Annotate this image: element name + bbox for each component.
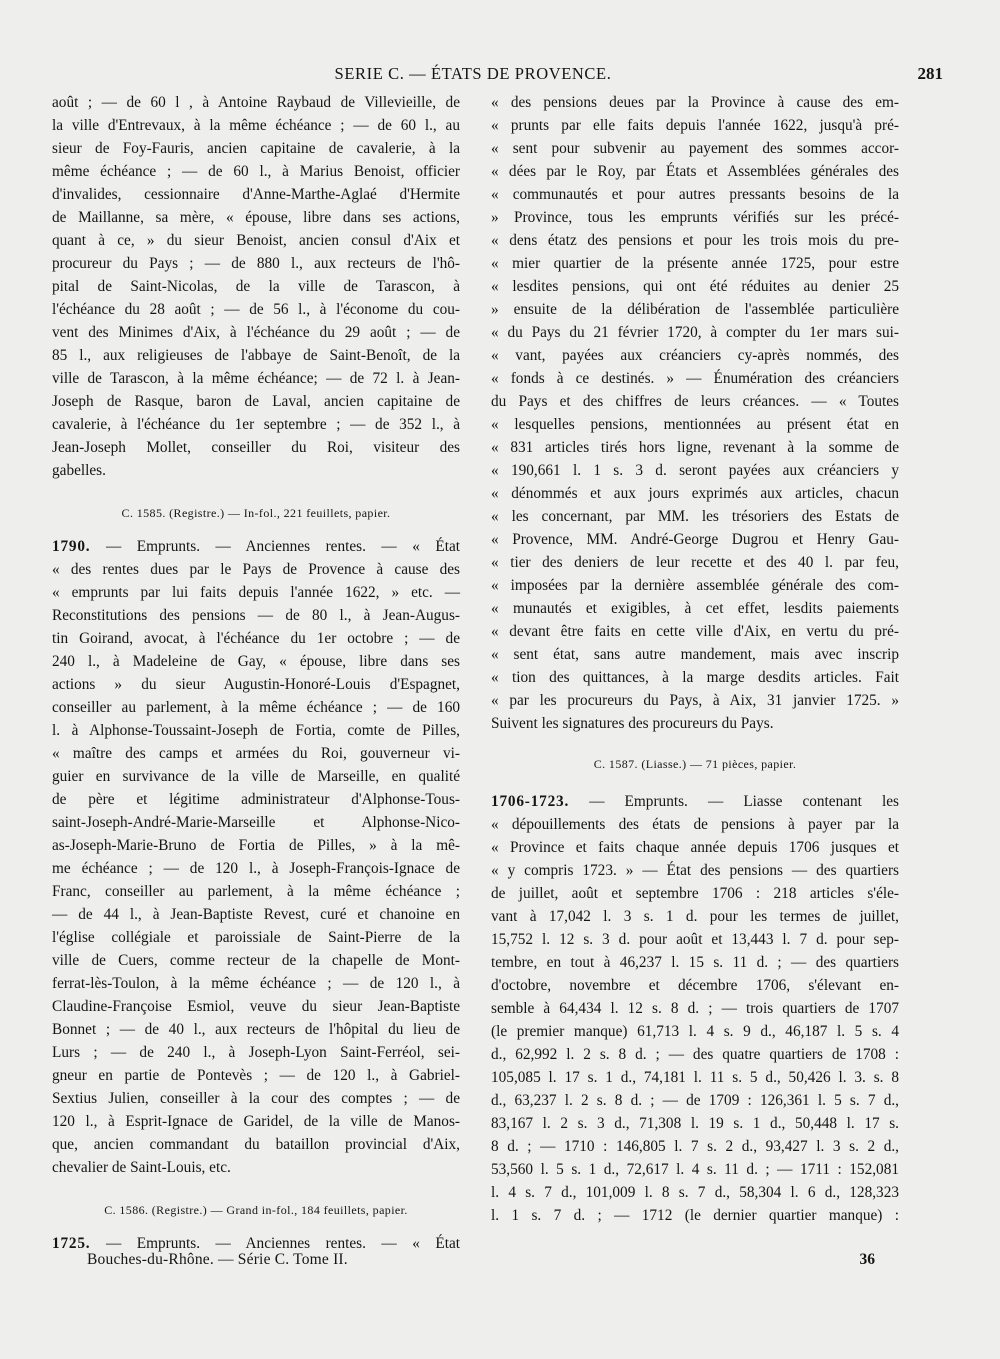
text-line: Lurs ; — de 240 l., à Joseph-Lyon Saint-Ferréol, sei- <box>52 1044 460 1061</box>
text-line: conseiller au parlement, à la même échéance ; — de 160 <box>52 699 460 716</box>
text-line: Claudine-Françoise Esmiol, veuve du sieur Jean-Baptiste <box>52 998 460 1015</box>
text-line: la ville d'Entrevaux, à la même échéance ; — de 60 l., au <box>52 117 460 134</box>
page-number: 281 <box>917 64 943 83</box>
text-line: Reconstitutions des pensions — de 80 l., à Jean-Augus- <box>52 607 460 624</box>
text-line: vant à 17,042 l. 3 s. 1 d. pour les termes de juillet, <box>491 908 899 925</box>
text-line: ferrat-lès-Toulon, à la même échéance ; — de 120 l., à <box>52 975 460 992</box>
text-line: Franc, conseiller au parlement, à la même échéance ; <box>52 883 460 900</box>
text-line: « des pensions deues par la Province à cause des em- <box>491 94 899 111</box>
text-line: « communautés et pour autres pressants besoins de la <box>491 186 899 203</box>
text-line: ville de Tarascon, à la même échéance; — de 72 l. à Jean- <box>52 370 460 387</box>
text-line: « par les procureurs du Pays, à Aix, 31 janvier 1725. » <box>491 692 899 709</box>
text-line: l'échéance du 28 août ; — de 56 l., à l'économe du cou- <box>52 301 460 318</box>
text-line: l. 4 s. 7 d., 101,009 l. 8 s. 7 d., 58,304 l. 6 d., 128,323 <box>491 1184 899 1201</box>
text-line: « y compris 1723. » — État des pensions — des quartiers <box>491 862 899 879</box>
text-line: — de 44 l., à Jean-Baptiste Revest, curé et chanoine en <box>52 906 460 923</box>
text-line: procureur du Pays ; — de 880 l., aux recteurs de l'hô- <box>52 255 460 272</box>
entry-date: 1725. <box>52 1235 91 1252</box>
text-line: 8 d. ; — 1710 : 146,805 l. 7 s. 2 d., 93,427 l. 3 s. 2 d., <box>491 1138 899 1155</box>
text-line: quant à ce, » du sieur Benoist, ancien consul d'Aix et <box>52 232 460 249</box>
text-line: 120 l., à Esprit-Ignace de Garidel, de la ville de Manos- <box>52 1113 460 1130</box>
entry-date: 1706-1723. <box>491 793 570 810</box>
archive-reference: C. 1587. (Liasse.) — 71 pièces, papier. <box>593 757 797 771</box>
text-line: 15,752 l. 12 s. 3 d. pour août et 13,443 l. 7 d. pour sep- <box>491 931 899 948</box>
text-line: « fonds à ce destinés. » — Énumération des créanciers <box>491 370 899 387</box>
entry-heading: — Emprunts. — Anciennes rentes. — « État <box>105 538 461 555</box>
text-line: l'église collégiale et paroissiale de Saint-Pierre de la <box>52 929 460 946</box>
text-line: ville de Cuers, comme recteur de la chapelle de Mont- <box>52 952 460 969</box>
text-line: l. 1 s. 7 d. ; — 1712 (le dernier quartier manque) : <box>491 1207 899 1224</box>
text-line: l. à Alphonse-Toussaint-Joseph de Fortia, comte de Pilles, <box>52 722 460 739</box>
text-line: « mier quartier de la présente année 1725, pour estre <box>491 255 899 272</box>
footer-signature-number: 36 <box>859 1251 875 1268</box>
text-line: « prunts par elle faits depuis l'année 1622, jusqu'à pré- <box>491 117 899 134</box>
text-line: saint-Joseph-André-Marie-Marseille et Alphonse-Nico- <box>52 814 460 831</box>
text-line: tin Goirand, avocat, à l'échéance du 1er octobre ; — de <box>52 630 460 647</box>
text-line: « tion des quittances, à la marge desdits articles. Fait <box>491 669 899 686</box>
text-line: Sextius Julien, conseiller à la cour des comptes ; — de <box>52 1090 460 1107</box>
text-line: « les concernant, par MM. les trésoriers des Estats de <box>491 508 899 525</box>
text-line: me échéance ; — de 120 l., à Joseph-François-Ignace de <box>52 860 460 877</box>
text-line: d., 62,992 l. 2 s. 8 d. ; — des quatre quartiers de 1708 : <box>491 1046 899 1063</box>
running-header: SERIE C. — ÉTATS DE PROVENCE. <box>334 64 612 83</box>
continuation-paragraph-left <box>52 91 460 482</box>
entry-paragraph <box>52 535 460 1179</box>
text-line: sieur de Foy-Fauris, ancien capitaine de cavalerie, à la <box>52 140 460 157</box>
text-line: « munautés et exigibles, à cet effet, lesdits paiements <box>491 600 899 617</box>
text-line: de Maillanne, sa mère, « épouse, libre dans ses actions, <box>52 209 460 226</box>
text-line: d'invalides, cessionnaire d'Anne-Marthe-Aglaé d'Hermite <box>52 186 460 203</box>
text-line: 83,167 l. 2 s. 3 d., 71,308 l. 19 s. 1 d., 50,448 l. 17 s. <box>491 1115 899 1132</box>
continuation-paragraph-right <box>491 91 899 735</box>
entry-date: 1790. <box>52 538 91 555</box>
text-line: semble à 64,434 l. 12 s. 8 d. ; — trois quartiers de 1707 <box>491 1000 899 1017</box>
archive-reference: C. 1585. (Registre.) — In-fol., 221 feuillets, papier. <box>121 506 391 520</box>
text-line: Jean-Joseph Mollet, conseiller du Roi, visiteur des <box>52 439 460 456</box>
text-line: « 831 articles tirés hors ligne, revenant à la somme de <box>491 439 899 456</box>
text-line: « dées par le Roy, par États et Assemblées générales des <box>491 163 899 180</box>
text-line: d., 63,237 l. 2 s. 8 d. ; — de 1709 : 126,361 l. 5 s. 7 d., <box>491 1092 899 1109</box>
text-line: Suivent les signatures des procureurs du Pays. <box>491 715 774 732</box>
text-line: « Province et faits chaque année depuis 1706 jusques et <box>491 839 899 856</box>
footer-series-title: Bouches-du-Rhône. — Série C. Tome II. <box>87 1251 348 1268</box>
text-line: gabelles. <box>52 462 106 479</box>
text-line: » Province, tous les emprunts vérifiés sur les précé- <box>491 209 899 226</box>
text-line: 85 l., aux religieuses de l'abbaye de Saint-Benoît, de la <box>52 347 460 364</box>
text-line: « lesdites pensions, qui ont été réduites au denier 25 <box>491 278 899 295</box>
text-line <box>52 535 460 558</box>
text-line: de père et légitime administrateur d'Alphonse-Tous- <box>52 791 460 808</box>
text-line: vent des Minimes d'Aix, à l'échéance du 29 août ; — de <box>52 324 460 341</box>
text-line: gneur en partie de Pontevès ; — de 120 l., à Gabriel- <box>52 1067 460 1084</box>
text-line: « sent pour subvenir au payement des sommes accor- <box>491 140 899 157</box>
text-line: « maître des camps et armées du Roi, gouverneur vi- <box>52 745 460 762</box>
entry-paragraph <box>491 790 899 1227</box>
text-line: « tier des deniers de leur recette et des 40 l. par feu, <box>491 554 899 571</box>
text-line <box>491 790 899 813</box>
text-line: « du Pays du 21 février 1720, à compter du 1er mars sui- <box>491 324 899 341</box>
text-line: « des rentes dues par le Pays de Provence à cause des <box>52 561 460 578</box>
text-line: pital de Saint-Nicolas, de la ville de Tarascon, à <box>52 278 460 295</box>
text-line: Bonnet ; — de 40 l., aux recteurs de l'hôpital du lieu de <box>52 1021 460 1038</box>
text-line: même échéance ; — de 60 l., à Marius Benoist, officier <box>52 163 460 180</box>
archive-reference: C. 1586. (Registre.) — Grand in-fol., 184 feuillets, papier. <box>104 1203 408 1217</box>
text-line: « devant être faits en cette ville d'Aix, en vertu du pré- <box>491 623 899 640</box>
text-line: (le premier manque) 61,713 l. 4 s. 9 d., 46,187 l. 5 s. 4 <box>491 1023 899 1040</box>
text-line: du Pays et des chiffres de leurs créances. — « Toutes <box>491 393 899 410</box>
text-line: guier en survivance de la ville de Marseille, en qualité <box>52 768 460 785</box>
text-line: de juillet, août et septembre 1706 : 218 articles s'éle- <box>491 885 899 902</box>
text-line: « emprunts par lui faits depuis l'année 1622, » etc. — <box>52 584 460 601</box>
text-line: 53,560 l. 5 s. 1 d., 72,617 l. 4 s. 11 d. ; — 1711 : 152,081 <box>491 1161 899 1178</box>
text-line: « Provence, MM. André-George Dugrou et Henry Gau- <box>491 531 899 548</box>
text-line: « imposées par la dernière assemblée générale des com- <box>491 577 899 594</box>
text-line: 240 l., à Madeleine de Gay, « épouse, libre dans ses <box>52 653 460 670</box>
entry-heading: — Emprunts. — Anciennes rentes. — « État <box>105 1235 461 1252</box>
text-line: « dens étatz des pensions et pour les trois mois du pre- <box>491 232 899 249</box>
text-line: 105,085 l. 17 s. 1 d., 74,181 l. 11 s. 5 d., 50,426 l. 3. s. 8 <box>491 1069 899 1086</box>
text-line: août ; — de 60 l , à Antoine Raybaud de Villevieille, de <box>52 94 460 111</box>
text-line: chevalier de Saint-Louis, etc. <box>52 1159 231 1176</box>
text-line: « dépouillements des états de pensions à payer par la <box>491 816 899 833</box>
text-line: d'octobre, novembre et décembre 1706, s'élevant en- <box>491 977 899 994</box>
text-line: « lesquelles pensions, mentionnées au présent état en <box>491 416 899 433</box>
text-line: « dénommés et aux jours exprimés aux articles, chacun <box>491 485 899 502</box>
text-line: « 190,661 l. 1 s. 3 d. seront payées aux créanciers y <box>491 462 899 479</box>
left-column <box>52 91 460 1255</box>
text-line: actions » du sieur Augustin-Honoré-Louis d'Espagnet, <box>52 676 460 693</box>
text-line: cavalerie, à l'échéance du 1er septembre ; — de 352 l., à <box>52 416 460 433</box>
entry-heading: — Emprunts. — Liasse contenant les <box>589 793 899 810</box>
text-line: « vant, payées aux créanciers cy-après nommés, des <box>491 347 899 364</box>
right-column <box>491 91 899 1227</box>
text-line: « sent état, sans autre mandement, mais avec inscrip <box>491 646 899 663</box>
text-line: tembre, en tout à 46,237 l. 15 s. 11 d. ; — des quartiers <box>491 954 899 971</box>
text-line: » ensuite de la délibération de l'assemblée particulière <box>491 301 899 318</box>
text-line: Joseph de Rasque, baron de Laval, ancien capitaine de <box>52 393 460 410</box>
text-line: que, ancien commandant du bataillon provincial d'Aix, <box>52 1136 460 1153</box>
text-line: as-Joseph-Marie-Bruno de Fortia de Pilles, » à la mê- <box>52 837 460 854</box>
